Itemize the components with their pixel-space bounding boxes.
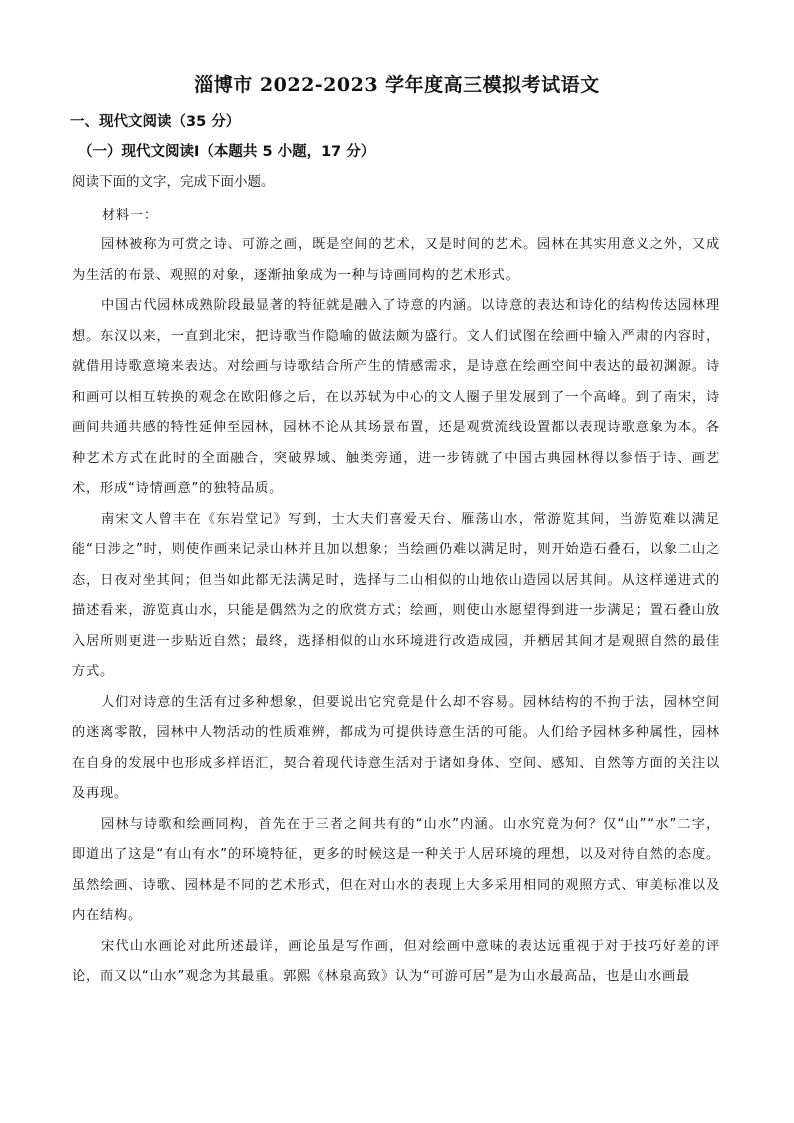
article-body: [72, 230, 720, 993]
paragraph: 园林与诗歌和绘画同构，首先在于三者之间共有的“山水”内涵。山水究竟为何？仅“山”“水”二字，即道出了这是“有山有水”的环境特征，更多的时候这是一种关于人居环境的理想，以及对待自然的态度。虽然绘画、诗歌、园林是不同的艺术形式，但在对山水的表现上大多采用相同的观照方式、审美标准以及内在结构。: [72, 816, 720, 923]
reading-instruction: 阅读下面的文字，完成下面小题。: [72, 174, 275, 190]
paragraph: 宋代山水画论对此所述最详，画论虽是写作画，但对绘画中意味的表达远重视于对于技巧好差的评论，而又以“山水”观念为其最重。郭熙《林泉高致》认为“可游可居”是为山水最高品，也是山水画最: [72, 938, 720, 984]
material-label: 材料一：: [102, 208, 159, 223]
paragraph: 南宋文人曾丰在《东岩堂记》写到，士大夫们喜爱天台、雁荡山水，常游览其间，当游览难以满足能“日涉之”时，则使作画来记录山林并且加以想象；当绘画仍难以满足时，则开始造石叠石，以象二山之态，日夜对坐其间；但当如此都无法满足时，选择与二山相似的山地依山造园以居其间。从这样递进式的描述看来，游览真山水，只能是偶然为之的欣赏方式；绘画，则使山水愿望得到进一步满足；置石叠山放入居所则更进一步贴近自然；最终，选择相似的山水环境进行改造成园，并栖居其间才是观照自然的最佳方式。: [72, 511, 720, 679]
section-heading: 一、现代文阅读（35 分）: [70, 114, 241, 130]
paragraph: 园林被称为可赏之诗、可游之画，既是空间的艺术，又是时间的艺术。园林在其实用意义之外，又成为生活的布景、观照的对象，逐渐抽象成为一种与诗画同构的艺术形式。: [72, 237, 720, 283]
sub-heading: （一）现代文阅读Ⅰ（本题共 5 小题，17 分）: [78, 144, 376, 160]
document-title: 淄博市 2022-2023 学年度高三模拟考试语文: [194, 74, 600, 96]
paragraph: 中国古代园林成熟阶段最显著的特征就是融入了诗意的内涵。以诗意的表达和诗化的结构传达园林理想。东汉以来，一直到北宋，把诗歌当作隐喻的做法颇为盛行。文人们试图在绘画中输入严肃的内容时，就借用诗歌意境来表达。对绘画与诗歌结合所产生的情感需求，是诗意在绘画空间中表达的最初渊源。诗和画可以相互转换的观念在欧阳修之后，在以苏轼为中心的文人圈子里发展到了一个高峰。到了南宋，诗画间共通共感的特性延伸至园林，园林不论从其场景布置，还是观赏流线设置都以表现诗歌意象为本。各种艺术方式在此时的全面融合，突破界域、触类旁通，进一步铸就了中国古典园林得以参悟于诗、画艺术，形成“诗情画意”的独特品质。: [72, 298, 720, 496]
paragraph: 人们对诗意的生活有过多种想象，但要说出它究竟是什么却不容易。园林结构的不拘于法，园林空间的迷离零散，园林中人物活动的性质难辨，都成为可提供诗意生活的可能。人们给予园林多种属性，园林在自身的发展中也形成多样语汇，契合着现代诗意生活对于诸如身体、空间、感知、自然等方面的关注以及再现。: [72, 694, 720, 801]
